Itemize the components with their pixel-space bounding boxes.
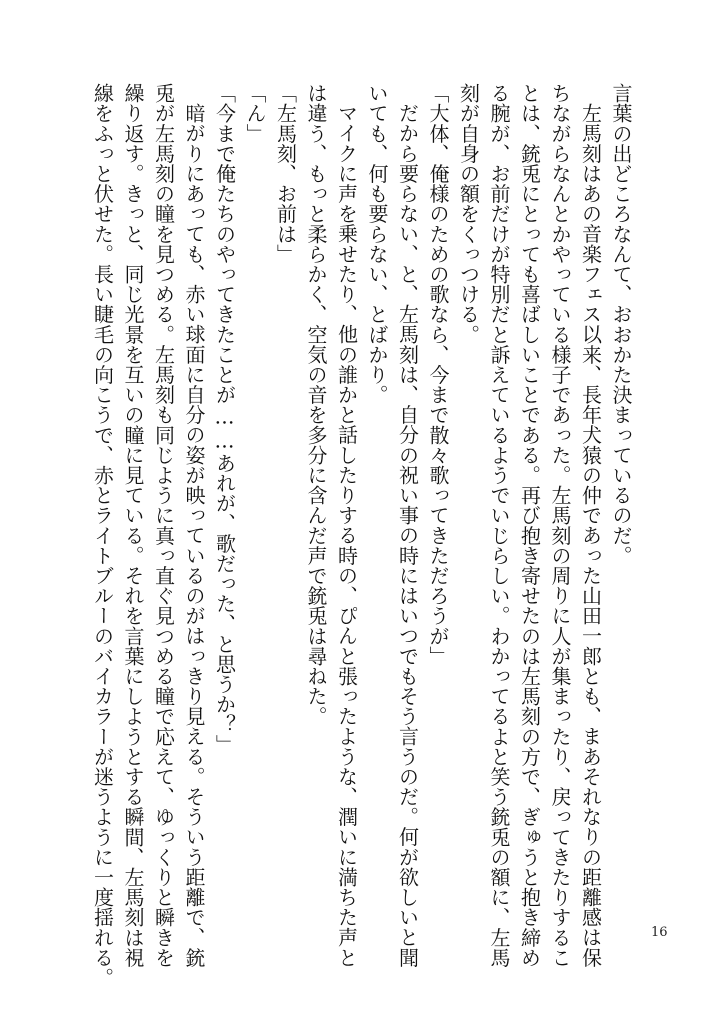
text-line: 「大体、俺様のための歌なら、今まで散々歌ってきただろうが」 [426,83,450,666]
text-line: 線をふっと伏せた。長い睫毛の向こうで、赤とライトブルーのバイカラーが迷うように一度揺れる。 [90,83,115,988]
text-line: 言葉の出どころなんて、おおかた決まっているのだ。 [609,83,633,566]
text-line: とは、銃兎にとっても喜ばしいことである。再び抱き寄せたのは左馬刻の方で、ぎゅうと抱き締め [517,83,542,968]
text-line: 暗がりにあっても、赤い球面に自分の姿が映っているのがはっきり見える。そういう距離で、銃 [182,103,206,968]
text-line: 刻が自身の額をくっつける。 [456,83,481,345]
text-line: マイクに声を乗せたり、他の誰かと話したりする時の、ぴんと張ったような、潤いに満ちた声と [334,103,359,968]
page-number: 16 [651,925,668,940]
text-line: いても、何も要らない、とばかり。 [365,83,389,405]
text-line: 「今まで俺たちのやってきたことが……あれが、歌だった、と思うか？」 [212,83,237,755]
text-line: は違う、もっと柔らかく、空気の音を多分に含んだ声で銃兎は尋ねた。 [304,83,328,727]
text-line: だから要らない、と、左馬刻は、自分の祝い事の時にはいつでもそう言うのだ。何が欲しいと聞 [395,103,420,968]
text-line: 兎が左馬刻の瞳を見つめる。左馬刻も同じように真っ直ぐ見つめる瞳で応えて、ゆっくりと瞬きを [151,83,176,968]
text-line: ちながらなんとかやっている様子であった。左馬刻の周りに人が集まったり、戻ってきたりするこ [548,83,572,968]
text-line: る腕が、お前だけが特別だと訴えているようでいじらしい。わかってるよと笑う銃兎の額に、左馬 [487,83,511,968]
text-line: 「ん」 [243,83,267,144]
text-line: 左馬刻はあの音楽フェス以来、長年犬猿の仲であった山田一郎とも、まあそれなりの距離感は保 [578,103,603,968]
text-line: 繰り返す。きっと、同じ光景を互いの瞳に見ている。それを言葉にしようとする瞬間、左馬刻は視 [121,83,145,968]
text-line: 「左馬刻、お前は」 [273,83,298,264]
vertical-text-body [87,83,636,988]
